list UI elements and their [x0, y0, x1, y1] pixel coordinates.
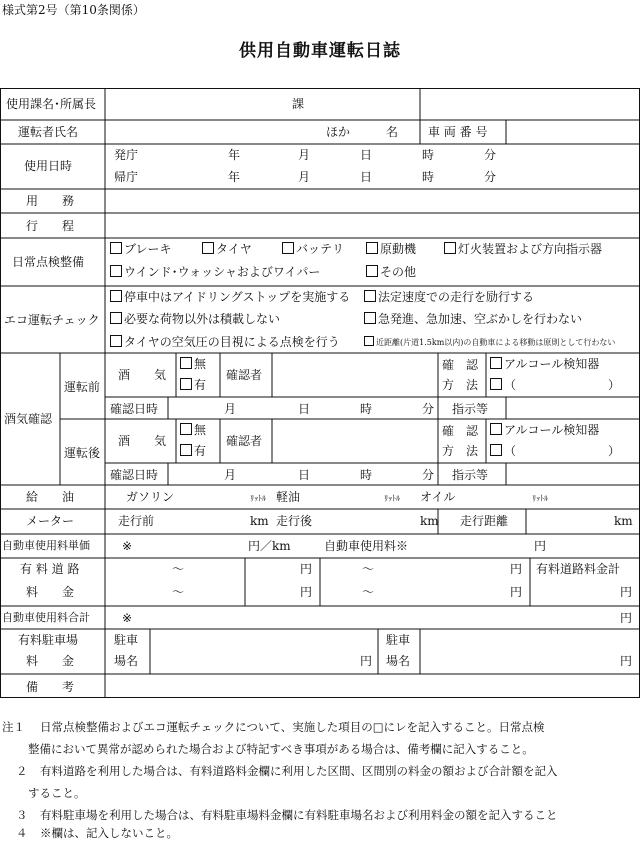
note-3-line-1: 有料駐車場を利用した場合は、有料駐車場料金欄に有料駐車場名および利用料金の額を記入すること	[40, 808, 558, 822]
checkbox-icon[interactable]	[364, 336, 374, 346]
inspection-label: 日常点検整備	[12, 255, 85, 269]
note-1-line-2: 整備において異常が認められた場合および特記すべき事項がある場合は、備考欄に記入すること。	[28, 742, 534, 756]
check-hour-before: 時	[360, 402, 373, 416]
usage-fee-yen: 円	[534, 539, 547, 553]
before-label: 運転前	[64, 380, 101, 394]
detector-other-before[interactable]: （	[490, 378, 516, 392]
driver-label: 運転者氏名	[18, 125, 79, 139]
depart-hour: 時	[422, 148, 435, 162]
fuel-gasoline: ガソリン	[126, 490, 175, 504]
checkbox-icon[interactable]	[490, 357, 502, 369]
check-tire[interactable]: タイヤ	[202, 242, 252, 256]
checkbox-icon[interactable]	[366, 242, 378, 254]
parking-place-2b: 場名	[386, 654, 411, 668]
check-day-before: 日	[298, 402, 311, 416]
eco-label: エコ運転チェック	[4, 313, 100, 327]
detector-after[interactable]: アルコール検知器	[490, 423, 599, 437]
method-label2-after: 方 法	[442, 444, 479, 458]
date-label: 使用日時	[24, 159, 73, 173]
instructions-label-after: 指示等	[452, 468, 489, 482]
parking-label-1: 有料駐車場	[18, 633, 79, 647]
meter-km-1: km	[250, 514, 269, 528]
sake-none-after[interactable]: 無	[180, 423, 206, 437]
page-title: 供用自動車運転日誌	[239, 41, 401, 61]
vehicle-no-label: 車 両 番 号	[428, 125, 488, 139]
driver-others: ほか	[326, 125, 351, 139]
return-label: 帰庁	[114, 170, 139, 184]
depart-minute: 分	[484, 148, 497, 162]
eco-tire-pressure[interactable]: タイヤの空気圧の目視による点検を行う	[110, 335, 340, 349]
fee-total-label: 自動車使用料合計	[2, 611, 90, 624]
remarks-label: 備 考	[26, 680, 75, 694]
yen-per-km: 円／km	[248, 539, 291, 553]
toll-label-2: 料 金	[26, 585, 75, 599]
parking-place-1b: 場名	[114, 654, 139, 668]
depart-day: 日	[360, 148, 373, 162]
meter-distance: 走行距離	[460, 514, 509, 528]
meter-km-3: km	[614, 514, 633, 528]
toll-label-1: 有 料 道 路	[20, 562, 80, 576]
depart-label: 発庁	[114, 148, 139, 162]
fee-total-yen: 円	[620, 611, 633, 625]
method-label1-after: 確 認	[442, 424, 479, 438]
check-engine[interactable]: 原動機	[366, 242, 416, 256]
toll-yen-4: 円	[510, 585, 523, 599]
note-3-num: ３	[16, 808, 28, 822]
checkbox-icon[interactable]	[180, 444, 192, 456]
toll-total-label: 有料道路料金計	[536, 562, 621, 576]
return-year: 年	[228, 170, 241, 184]
checkbox-icon[interactable]	[180, 423, 192, 435]
paren-close-after: ）	[608, 444, 621, 458]
checker-label-after: 確認者	[226, 434, 263, 448]
driver-count: 名	[386, 125, 399, 139]
note-1-num: 注１	[2, 720, 25, 734]
after-label: 運転後	[64, 446, 101, 460]
toll-tilde-3: ～	[172, 585, 185, 599]
unit-price-label: 自動車使用料単価	[2, 539, 90, 552]
alcohol-label: 酒気確認	[4, 412, 53, 426]
check-time-label-before: 確認日時	[110, 402, 159, 416]
checkbox-icon[interactable]	[110, 290, 122, 302]
fuel-liter-1: ﾘｯﾄﾙ	[250, 494, 266, 503]
return-day: 日	[360, 170, 373, 184]
detector-before[interactable]: アルコール検知器	[490, 357, 599, 371]
checkbox-icon[interactable]	[110, 312, 122, 324]
sake-label-before: 酒 気	[118, 368, 167, 382]
form-number: 様式第2号（第10条関係）	[2, 3, 145, 17]
check-wiper[interactable]: ウインド･ウォッシャおよびワイパー	[110, 265, 320, 279]
dept-unit: 課	[292, 97, 305, 111]
return-month: 月	[298, 170, 311, 184]
toll-tilde-4: ～	[362, 585, 375, 599]
usage-fee-label: 自動車使用料※	[324, 539, 409, 553]
depart-year: 年	[228, 148, 241, 162]
check-hour-after: 時	[360, 468, 373, 482]
toll-tilde-1: ～	[172, 562, 185, 576]
eco-accel[interactable]: 急発進、急加速、空ぶかしを行わない	[364, 312, 582, 326]
check-minute-after: 分	[422, 468, 435, 482]
checkbox-icon[interactable]	[110, 242, 122, 254]
eco-load[interactable]: 必要な荷物以外は積載しない	[110, 312, 280, 326]
eco-speed[interactable]: 法定速度での走行を励行する	[364, 290, 534, 304]
toll-yen-3: 円	[300, 585, 313, 599]
parking-yen-2: 円	[620, 654, 633, 668]
purpose-label: 用 務	[26, 194, 75, 208]
checkbox-icon[interactable]	[282, 242, 294, 254]
check-minute-before: 分	[422, 402, 435, 416]
note-2-num: ２	[16, 764, 28, 778]
meter-after: 走行後	[276, 514, 313, 528]
sake-yes-after[interactable]: 有	[180, 444, 206, 458]
checkbox-icon[interactable]	[110, 265, 122, 277]
meter-km-2: km	[420, 514, 439, 528]
fuel-liter-2: ﾘｯﾄﾙ	[384, 494, 400, 503]
checkbox-icon[interactable]	[364, 312, 376, 324]
parking-place-2a: 駐車	[386, 633, 411, 647]
fuel-label: 給 油	[26, 490, 75, 504]
parking-yen-1: 円	[360, 654, 373, 668]
note-1-line-1: 日常点検整備およびエコ運転チェックについて、実施した項目の□にレを記入すること。日常点検	[40, 720, 545, 734]
sake-label-after: 酒 気	[118, 434, 167, 448]
unit-price-mark: ※	[122, 539, 133, 553]
checkbox-icon[interactable]	[490, 444, 502, 456]
toll-total-yen: 円	[620, 585, 633, 599]
sake-none-before[interactable]: 無	[180, 357, 206, 371]
route-label: 行 程	[26, 219, 75, 233]
sake-yes-before[interactable]: 有	[180, 378, 206, 392]
checkbox-icon[interactable]	[180, 378, 192, 390]
note-4-num: ４	[16, 826, 28, 840]
fuel-oil: オイル	[420, 490, 456, 504]
parking-label-2: 料 金	[26, 654, 75, 668]
return-hour: 時	[422, 170, 435, 184]
eco-idling[interactable]: 停車中はアイドリングストップを実施する	[110, 290, 350, 304]
checkbox-icon[interactable]	[364, 290, 376, 302]
method-label1-before: 確 認	[442, 358, 479, 372]
check-day-after: 日	[298, 468, 311, 482]
paren-close-before: ）	[608, 378, 621, 392]
fuel-liter-3: ﾘｯﾄﾙ	[532, 494, 548, 503]
check-battery[interactable]: バッテリ	[282, 242, 344, 256]
checkbox-icon[interactable]	[180, 357, 192, 369]
check-month-before: 月	[224, 402, 237, 416]
driving-log-form	[0, 88, 640, 698]
checkbox-icon[interactable]	[444, 242, 456, 254]
note-2-line-1: 有料道路を利用した場合は、有料道路料金欄に利用した区間、区間別の料金の額および合計額を記入	[40, 764, 558, 778]
toll-yen-1: 円	[300, 562, 313, 576]
parking-place-1a: 駐車	[114, 633, 139, 647]
checkbox-icon[interactable]	[202, 242, 214, 254]
check-month-after: 月	[224, 468, 237, 482]
meter-label: メーター	[26, 514, 75, 528]
checker-label-before: 確認者	[226, 368, 263, 382]
toll-yen-2: 円	[510, 562, 523, 576]
check-time-label-after: 確認日時	[110, 468, 159, 482]
checkbox-icon[interactable]	[490, 423, 502, 435]
checkbox-icon[interactable]	[366, 265, 378, 277]
method-label2-before: 方 法	[442, 378, 479, 392]
checkbox-icon[interactable]	[490, 378, 502, 390]
fuel-diesel: 軽油	[276, 490, 301, 504]
eco-short-distance[interactable]: 近距離(片道1.5km以内)の自動車による移動は原則として行わない	[364, 336, 615, 350]
check-lights[interactable]: 灯火装置および方向指示器	[444, 242, 602, 256]
checkbox-icon[interactable]	[110, 335, 122, 347]
toll-tilde-2: ～	[362, 562, 375, 576]
depart-month: 月	[298, 148, 311, 162]
instructions-label-before: 指示等	[452, 402, 489, 416]
dept-label: 使用課名･所属長	[6, 97, 97, 111]
note-2-line-2: すること。	[28, 786, 86, 800]
meter-before: 走行前	[118, 514, 155, 528]
detector-other-after[interactable]: （	[490, 444, 516, 458]
return-minute: 分	[484, 170, 497, 184]
check-brake[interactable]: ブレーキ	[110, 242, 172, 256]
note-4-line-1: ※欄は、記入しないこと。	[40, 826, 178, 840]
check-other[interactable]: その他	[366, 265, 416, 279]
fee-total-mark: ※	[122, 611, 133, 625]
